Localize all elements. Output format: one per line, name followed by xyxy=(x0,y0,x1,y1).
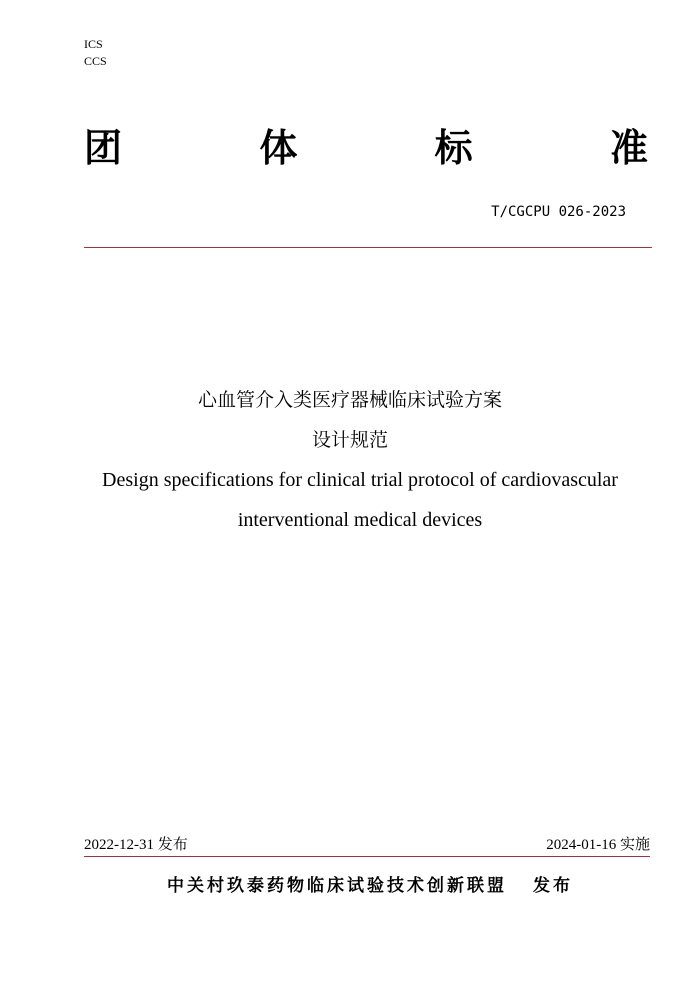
top-divider xyxy=(84,247,652,248)
release-date: 2022-12-31 发布 xyxy=(84,837,188,853)
date-row xyxy=(84,835,650,855)
ccs-label: CCS xyxy=(84,54,107,68)
title-chinese-line-1: 心血管介入类医疗器械临床试验方案 xyxy=(197,389,502,411)
implementation-date: 2024-01-16 实施 xyxy=(546,837,650,853)
heading-char-2: 体 xyxy=(259,126,298,170)
classification-block xyxy=(84,36,107,70)
title-english-line-1: Design specifications for clinical trial protocol of cardiovascular xyxy=(102,469,618,491)
heading-char-1: 团 xyxy=(84,126,123,170)
publisher-name: 中关村玖泰药物临床试验技术创新联盟 xyxy=(167,876,507,896)
publisher-line xyxy=(0,873,700,899)
issue-label: 发布 xyxy=(533,876,573,896)
document-type-heading xyxy=(84,122,648,174)
title-english-line-2: interventional medical devices xyxy=(237,509,483,531)
title-chinese-line-2: 设计规范 xyxy=(311,429,388,451)
heading-char-3: 标 xyxy=(434,126,473,170)
bottom-divider xyxy=(84,856,650,857)
heading-char-4: 准 xyxy=(609,126,648,170)
ics-label: ICS xyxy=(84,37,103,51)
standard-number: T/CGCPU 026-2023 xyxy=(491,204,626,220)
